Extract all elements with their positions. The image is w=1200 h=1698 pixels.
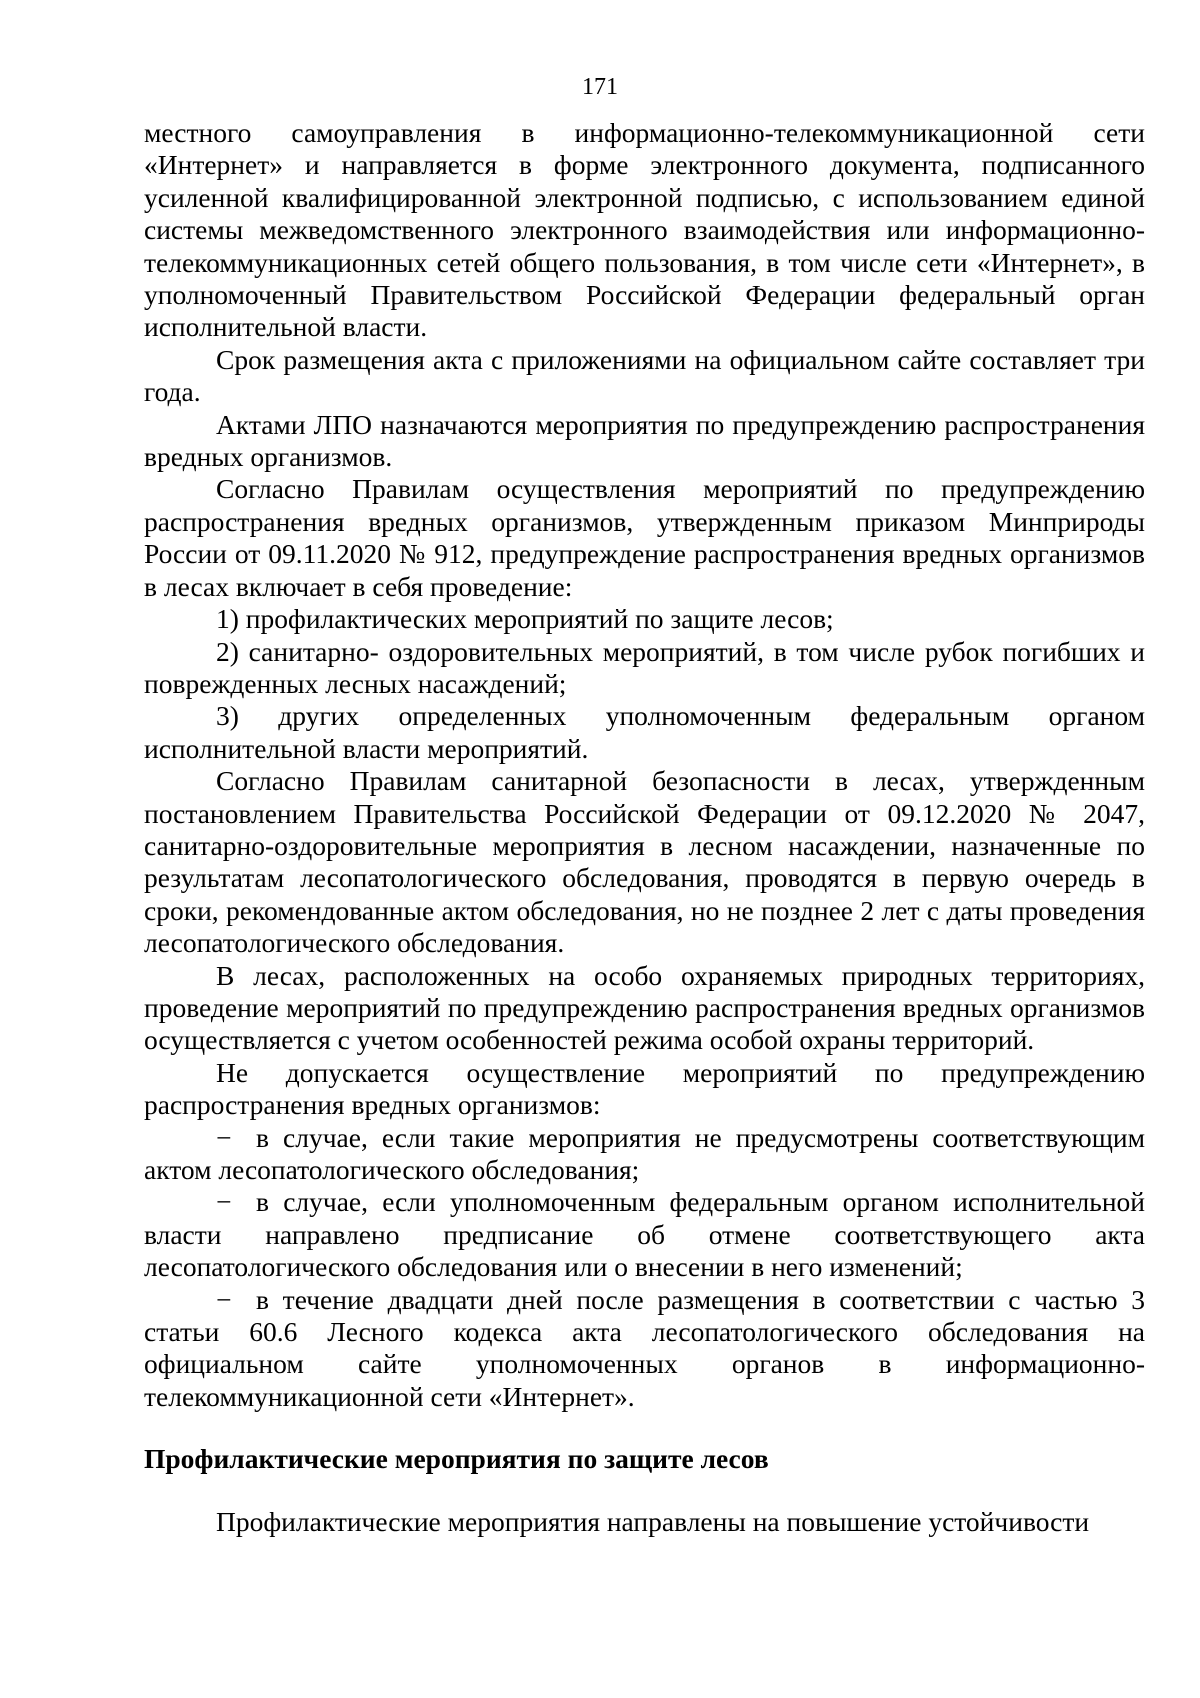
paragraph-final: Профилактические мероприятия направлены на повышение устойчивости <box>216 1505 1090 1537</box>
paragraph-not-allowed: Не допускается осуществление мероприятий по предупреждению распространения вредных организмов: <box>144 1056 1145 1121</box>
list-item-1: 1) профилактических мероприятий по защите лесов; <box>216 603 834 635</box>
paragraph-prevention-rules: Согласно Правилам осуществления мероприятий по предупреждению распространения вредных организмов, утвержденным приказом Минприроды России от 09.11.2020 № 912, предупреждение распространения вредных организмов в лесах включает в себя проведение: <box>144 473 1145 602</box>
dash-item <box>144 1284 1145 1414</box>
list-item-2: 2) санитарно- оздоровительных мероприятий, в том числе рубок погибших и поврежденных лесных насаждений; <box>144 635 1145 699</box>
paragraph-publication-term: Срок размещения акта с приложениями на официальном сайте составляет три года. <box>144 343 1145 408</box>
dash-marker: − <box>216 1283 232 1315</box>
dash-marker: − <box>216 1186 232 1218</box>
dash-marker: − <box>216 1121 232 1153</box>
paragraph-sanitary-rules: Согласно Правилам санитарной безопасности в лесах, утвержденным постановлением Правительства Российской Федерации от 09.12.2020 № 2047, санитарно-оздоровительные мероприятия в лесном насаждении, назначенные по результатам лесопатологического обследования, проводятся в первую очередь в сроки, рекомендованные актом обследования, но не позднее 2 лет с даты проведения лесопатологического обследования. <box>144 765 1145 959</box>
dash-item <box>144 1186 1145 1283</box>
document-body <box>144 117 1145 1538</box>
paragraph-protected-territories: В лесах, расположенных на особо охраняемых природных территориях, проведение мероприятий по предупреждению распространения вредных организмов осуществляется с учетом особенностей режима особой охраны территорий. <box>144 959 1145 1056</box>
page-number: 171 <box>582 74 618 100</box>
dash-item-text: в течение двадцати дней после размещения в соответствии с частью 3 статьи 60.6 Лесного кодекса акта лесопатологического обследования на официальном сайте уполномоченных органов в информационно-телекоммуникационной сети «Интернет». <box>144 1283 1145 1412</box>
list-item-3: 3) других определенных уполномоченным федеральным органом исполнительной власти мероприятий. <box>144 700 1145 764</box>
paragraph-lpo-acts: Актами ЛПО назначаются мероприятия по предупреждению распространения вредных организмов. <box>144 408 1145 473</box>
paragraph-continuation: местного самоуправления в информационно-телекоммуникационной сети «Интернет» и направляется в форме электронного документа, подписанного усиленной квалифицированной электронной подписью, с использованием единой системы межведомственного электронного взаимодействия или информационно-телекоммуникационных сетей общего пользования, в том числе сети «Интернет», в уполномоченный Правительством Российской Федерации федеральный орган исполнительной власти. <box>144 117 1145 343</box>
dash-item-text: в случае, если такие мероприятия не предусмотрены соответствующим актом лесопатологического обследования; <box>144 1121 1145 1185</box>
dash-item-text: в случае, если уполномоченным федеральным органом исполнительной власти направлено предписание об отмене соответствующего акта лесопатологического обследования или о внесении в него изменений; <box>144 1186 1145 1283</box>
section-heading: Профилактические мероприятия по защите лесов <box>144 1443 769 1475</box>
dash-item <box>144 1122 1145 1187</box>
